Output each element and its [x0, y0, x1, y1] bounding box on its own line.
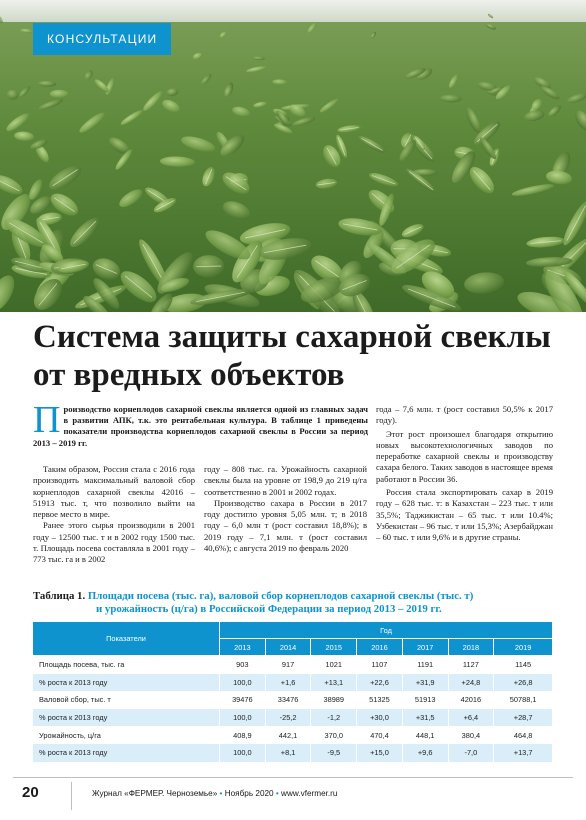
year-header: 2019 — [494, 639, 553, 656]
text-column-3 — [376, 404, 553, 544]
table-cell: +28,7 — [494, 709, 553, 727]
year-header: 2013 — [220, 639, 266, 656]
paragraph: году – 808 тыс. га. Урожайность сахарной свеклы была на уровне от 198,9 до 219 ц/га соответственно в 2001 и 2002 годах. — [204, 464, 367, 497]
table-cell: +6,4 — [449, 709, 495, 727]
row-label: Площадь посева, тыс. га — [33, 656, 220, 674]
table-cell: 50788,1 — [494, 691, 553, 709]
table-header-row — [33, 622, 553, 639]
table-cell: -1,2 — [311, 709, 357, 727]
leaf-shape — [50, 90, 69, 98]
year-header: 2016 — [357, 639, 403, 656]
paragraph: Ранее этого сырья производили в 2001 году – 12500 тыс. т и в 2002 году 1500 тыс. т. Площадь посева составляла в 2001 году – 773 тыс. га и в 2002 — [33, 520, 195, 565]
table-cell: 51325 — [357, 691, 403, 709]
table-row — [33, 691, 553, 709]
table-row — [33, 656, 553, 674]
table-cell: +15,0 — [357, 744, 403, 762]
footer-info — [92, 789, 337, 798]
table-cell: 1191 — [403, 656, 449, 674]
paragraph: Таким образом, Россия стала с 2016 года производить максимальный валовой сбор корнеплодов сахарной свеклы 42016 – 51913 тыс. т, что позволило выйти на первое место в мире. — [33, 464, 195, 520]
table-cell: +31,5 — [403, 709, 449, 727]
table-cell: 470,4 — [357, 726, 403, 744]
article-title — [33, 312, 553, 394]
table-caption — [33, 590, 553, 616]
table-cell: +26,8 — [494, 674, 553, 692]
table-cell: 370,0 — [311, 726, 357, 744]
website-link[interactable]: www.vfermer.ru — [281, 789, 338, 798]
table-cell: +13,7 — [494, 744, 553, 762]
lead-paragraph — [33, 399, 368, 449]
year-header: 2015 — [311, 639, 357, 656]
footer-separator: • — [219, 789, 223, 798]
paragraph: года – 7,6 млн. т (рост составил 50,5% к 2017 году). — [376, 404, 553, 426]
table-label: Таблица 1. — [33, 590, 86, 602]
table-cell: 1107 — [357, 656, 403, 674]
section-tag[interactable]: КОНСУЛЬТАЦИИ — [33, 23, 171, 55]
header-indicators: Показатели — [33, 622, 220, 656]
table-cell: 903 — [220, 656, 266, 674]
lead-text: роизводство корнеплодов сахарной свеклы является одной из главных задач в развитии АПК, т.к. это рентабельная культура. В таблице 1 приведены показатели производства корнеплодов сахарной свеклы в России за период 2013 – 2019 гг. — [33, 404, 368, 448]
table-caption-line-2: и урожайность (ц/га) в Российской Федерации за период 2013 – 2019 гг. — [96, 603, 442, 615]
table-cell: 100,0 — [220, 709, 266, 727]
table-cell: -7,0 — [449, 744, 495, 762]
table-cell: 42016 — [449, 691, 495, 709]
footer-separator: • — [275, 789, 279, 798]
title-line-2: от вредных объектов — [33, 357, 345, 393]
table-cell: -9,5 — [311, 744, 357, 762]
footer-vertical-divider — [71, 782, 72, 810]
table-row — [33, 709, 553, 727]
table-cell: 917 — [266, 656, 312, 674]
table-cell: 448,1 — [403, 726, 449, 744]
header-year-group: Год — [220, 622, 553, 639]
table-body — [33, 656, 553, 762]
table-cell: +24,8 — [449, 674, 495, 692]
table-cell: 33476 — [266, 691, 312, 709]
text-column-1 — [33, 464, 195, 566]
year-header: 2018 — [449, 639, 495, 656]
table-cell: +30,0 — [357, 709, 403, 727]
table-cell: 1021 — [311, 656, 357, 674]
year-header: 2014 — [266, 639, 312, 656]
table-cell: 100,0 — [220, 744, 266, 762]
paragraph: Этот рост произошел благодаря открытию новых высокотехнологичных заводов по переработке сахарной свеклы и производству сахара белого. Таких заводов в настоящее время работают в России 36. — [376, 428, 553, 484]
table-cell: 442,1 — [266, 726, 312, 744]
table-cell: -25,2 — [266, 709, 312, 727]
table-cell: 39476 — [220, 691, 266, 709]
table-row — [33, 674, 553, 692]
table-cell: +31,9 — [403, 674, 449, 692]
table-cell: +13,1 — [311, 674, 357, 692]
table-row — [33, 726, 553, 744]
table-cell: 464,8 — [494, 726, 553, 744]
table-cell: +8,1 — [266, 744, 312, 762]
paragraph: Россия стала экспортировать сахар в 2019 году – 628 тыс. т: в Казахстан – 223 тыс. т или 35,5%; Таджикистан – 65 тыс. т или 10.4%; Узбекистан – 96 тыс. т или 15,3%; Азербайджан – 60 тыс. т или 9,6% и в другие страны. — [376, 487, 553, 543]
title-line-1: Система защиты сахарной свеклы — [33, 319, 551, 355]
row-label: % роста к 2013 году — [33, 674, 220, 692]
table-cell: 38989 — [311, 691, 357, 709]
table-cell: +1,6 — [266, 674, 312, 692]
table-caption-line-1: Площади посева (тыс. га), валовой сбор корнеплодов сахарной свеклы (тыс. т) — [87, 590, 474, 602]
table-cell: 100,0 — [220, 674, 266, 692]
year-header: 2017 — [403, 639, 449, 656]
table-cell: +9,6 — [403, 744, 449, 762]
row-label: % роста к 2013 году — [33, 744, 220, 762]
row-label: Валовой сбор, тыс. т — [33, 691, 220, 709]
row-label: % роста к 2013 году — [33, 709, 220, 727]
table-cell: 408,9 — [220, 726, 266, 744]
table-cell: 380,4 — [449, 726, 495, 744]
data-table — [33, 622, 553, 762]
issue-date: Ноябрь 2020 — [224, 789, 274, 798]
journal-name: Журнал «ФЕРМЕР. Черноземье» — [92, 789, 218, 798]
table-cell: 1145 — [494, 656, 553, 674]
row-label: Урожайность, ц/га — [33, 726, 220, 744]
drop-cap: П — [33, 399, 61, 441]
paragraph: Производство сахара в России в 2017 году достигло уровня 5,05 млн. т; в 2018 году – 6,0 млн т (рост составил 18,8%); в 2019 году – 7,1 млн. т (рост составил 40,6%); с августа 2019 по февраль 2020 — [204, 497, 367, 554]
table-cell: 51913 — [403, 691, 449, 709]
table-cell: 1127 — [449, 656, 495, 674]
page-number: 20 — [22, 784, 39, 801]
text-column-2 — [204, 464, 367, 554]
footer-divider — [13, 777, 573, 778]
table-cell: +22,6 — [357, 674, 403, 692]
table-row — [33, 744, 553, 762]
